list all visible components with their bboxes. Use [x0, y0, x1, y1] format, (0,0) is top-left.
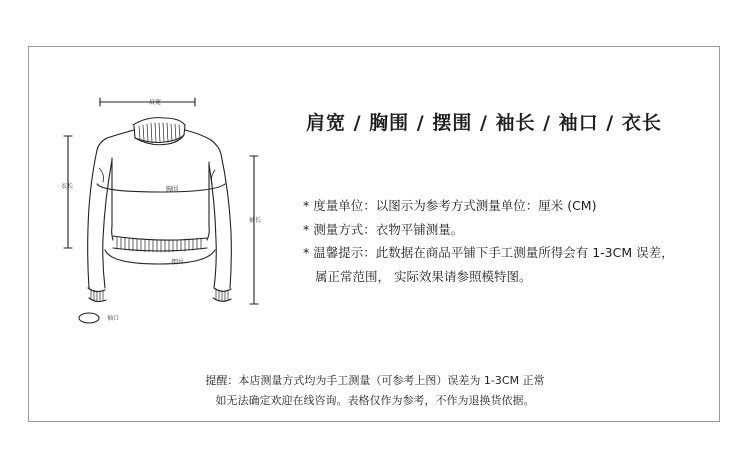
sleeve-label: 袖长 [249, 217, 262, 224]
body-left-side [112, 158, 113, 240]
right-sleeve-outer [221, 154, 231, 288]
chest-measure-curve [97, 184, 225, 192]
right-sleeve-inner [209, 164, 216, 288]
note-method: * 测量方式：衣物平铺测量。 [303, 221, 464, 237]
length-label: 衣长 [61, 183, 74, 190]
left-sleeve-outer [88, 150, 97, 288]
body-right-side [207, 162, 209, 240]
sweater-size-diagram [55, 88, 275, 338]
hem-measure-curve [105, 250, 215, 264]
footer-reminder: 提醒：本店测量方式均为手工测量（可参考上图）误差为 1-3CM 正常 [205, 374, 545, 387]
chest-label: 胸围 [166, 186, 179, 193]
hem-label: 摆围 [171, 259, 184, 266]
cuff-label: 袖口 [107, 315, 120, 322]
right-shoulder [185, 130, 221, 154]
sweater-illustration [55, 88, 275, 338]
left-sleeve-inner [103, 160, 112, 288]
measurement-notes [303, 194, 674, 288]
footer-disclaimer: 如无法确定欢迎在线咨询。表格仅作为参考，不作为退换货依据。 [215, 394, 535, 407]
measurement-title: 肩宽 / 胸围 / 摆围 / 袖长 / 袖口 / 衣长 [306, 112, 662, 134]
note-tip-continued: 属正常范围， 实际效果请参照模特图。 [315, 268, 532, 284]
note-unit: * 度量单位：以图示为参考方式测量单位：厘米 (CM) [303, 198, 597, 213]
cuff-measure-ellipse [79, 313, 99, 323]
note-tip: * 温馨提示：此数据在商品平铺下手工测量所得会有 1-3CM 误差， [303, 245, 674, 260]
shoulder-label: 肩宽 [148, 99, 162, 106]
left-shoulder [97, 130, 134, 150]
